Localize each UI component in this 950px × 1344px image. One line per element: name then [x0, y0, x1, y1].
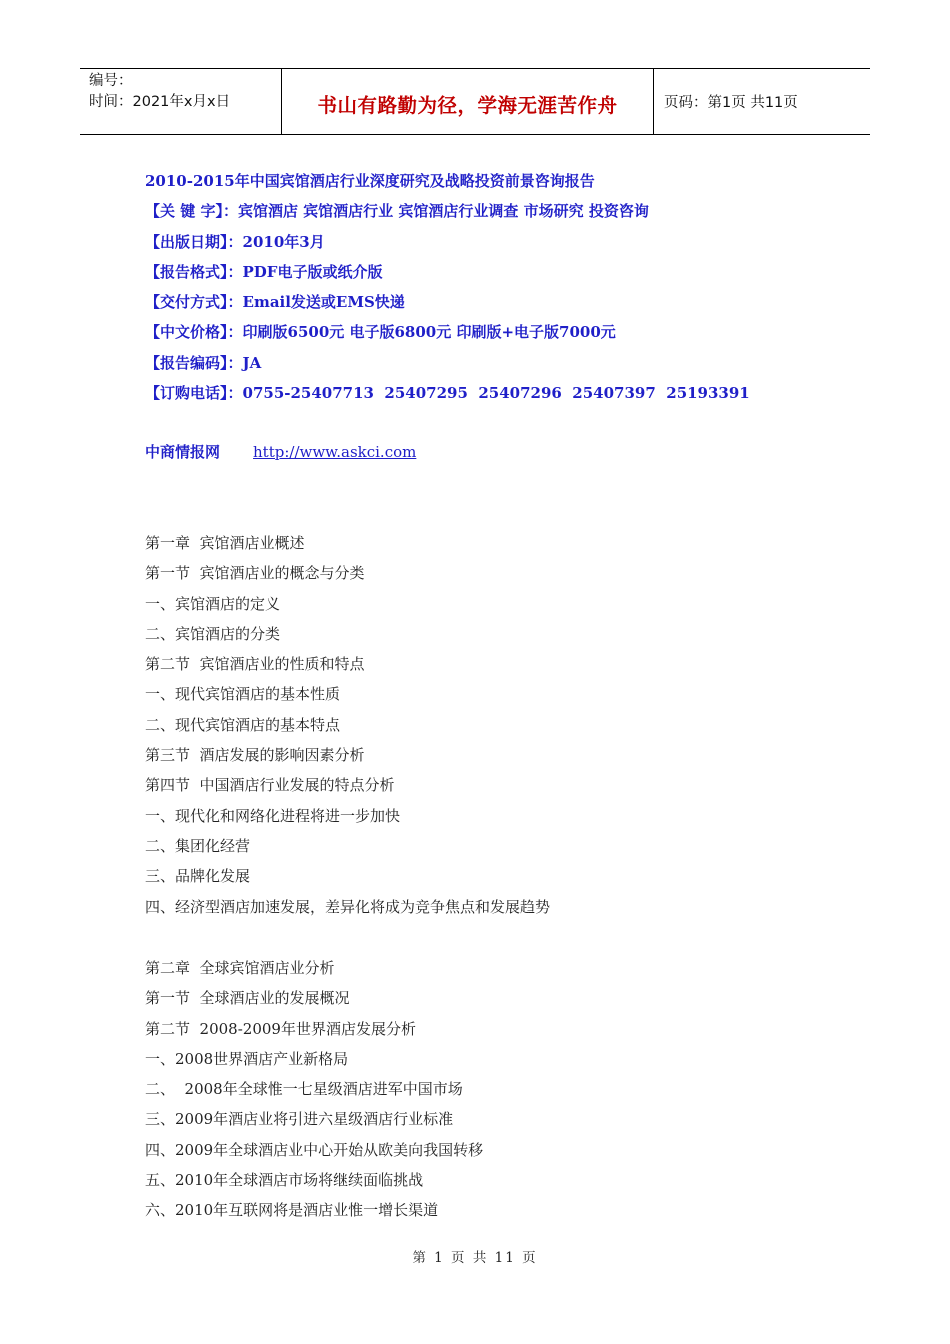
page-info: 页码：第1页 共11页 — [664, 95, 798, 111]
toc-item: 第一章 宾馆酒店业概述 — [145, 534, 305, 552]
toc-item: 二、 2008年全球惟一七星级酒店进军中国市场 — [145, 1080, 463, 1099]
header-motto-cell — [282, 69, 654, 134]
code-label: 编号： — [89, 73, 133, 89]
header-page-cell — [654, 69, 870, 134]
field-delivery — [145, 289, 845, 319]
field-value: Email发送或EMS快递 — [242, 293, 405, 312]
toc-item: 六、2010年互联网将是酒店业惟一增长渠道 — [145, 1201, 439, 1220]
field-label: 【报告格式】： — [145, 262, 243, 281]
field-code — [145, 350, 845, 380]
toc-item: 第二节 2008-2009年世界酒店发展分析 — [145, 1019, 416, 1038]
field-label: 【订购电话】： — [145, 384, 243, 403]
field-keywords — [145, 198, 845, 228]
toc-item: 一、现代化和网络化进程将进一步加快 — [145, 806, 401, 825]
site-line — [145, 441, 416, 462]
field-price — [145, 319, 845, 349]
toc-item: 一、宾馆酒店的定义 — [145, 594, 281, 613]
field-format — [145, 259, 845, 289]
site-name: 中商情报网 — [145, 443, 221, 461]
toc-item: 三、品牌化发展 — [145, 867, 251, 886]
toc-chapter-1 — [145, 530, 845, 924]
site-url-link[interactable]: http://www.askci.com — [253, 443, 417, 461]
field-label: 【中文价格】： — [145, 323, 243, 342]
toc-item: 第一节 全球酒店业的发展概况 — [145, 989, 350, 1008]
toc-item: 四、经济型酒店加速发展，差异化将成为竞争焦点和发展趋势 — [145, 897, 551, 916]
toc-item: 四、2009年全球酒店业中心开始从欧美向我国转移 — [145, 1140, 484, 1159]
toc-item: 三、2009年酒店业将引进六星级酒店行业标准 — [145, 1110, 454, 1129]
field-value: 宾馆酒店 宾馆酒店行业 宾馆酒店行业调查 市场研究 投资咨询 — [237, 202, 649, 221]
toc-item: 二、宾馆酒店的分类 — [145, 624, 281, 643]
field-publish-date — [145, 229, 845, 259]
report-info — [145, 168, 845, 410]
toc-item: 五、2010年全球酒店市场将继续面临挑战 — [145, 1171, 424, 1190]
toc-item: 第二节 宾馆酒店业的性质和特点 — [145, 655, 365, 674]
page-footer: 第 1 页 共 11 页 — [412, 1250, 538, 1266]
toc-item: 第一节 宾馆酒店业的概念与分类 — [145, 564, 365, 583]
header-table — [80, 68, 870, 135]
field-value: 印刷版6500元 电子版6800元 印刷版+电子版7000元 — [242, 323, 616, 342]
toc-item: 二、现代宾馆酒店的基本特点 — [145, 715, 341, 734]
toc-item: 第三节 酒店发展的影响因素分析 — [145, 746, 365, 765]
field-value: 0755-25407713 25407295 25407296 25407397 25193391 — [242, 384, 750, 403]
toc-chapter-2 — [145, 955, 845, 1228]
toc-item: 第四节 中国酒店行业发展的特点分析 — [145, 776, 395, 795]
field-value: PDF电子版或纸介版 — [242, 262, 383, 281]
toc-item: 一、现代宾馆酒店的基本性质 — [145, 685, 341, 704]
motto: 书山有路勤为径，学海无涯苦作舟 — [317, 93, 618, 117]
toc-item: 第二章 全球宾馆酒店业分析 — [145, 959, 335, 977]
field-label: 【关 键 字】： — [145, 202, 238, 221]
field-value: 2010年3月 — [242, 232, 325, 251]
report-title: 2010-2015年中国宾馆酒店行业深度研究及战略投资前景咨询报告 — [145, 172, 595, 190]
field-label: 【交付方式】： — [145, 293, 243, 312]
field-value: JA — [242, 353, 262, 372]
toc-item: 一、2008世界酒店产业新格局 — [145, 1049, 349, 1068]
field-label: 【出版日期】： — [145, 232, 243, 251]
time-label: 时间：2021年x月x日 — [89, 94, 231, 110]
field-label: 【报告编码】： — [145, 353, 243, 372]
header-left-cell — [80, 69, 282, 134]
field-phone — [145, 380, 845, 410]
toc-item: 二、集团化经营 — [145, 836, 251, 855]
